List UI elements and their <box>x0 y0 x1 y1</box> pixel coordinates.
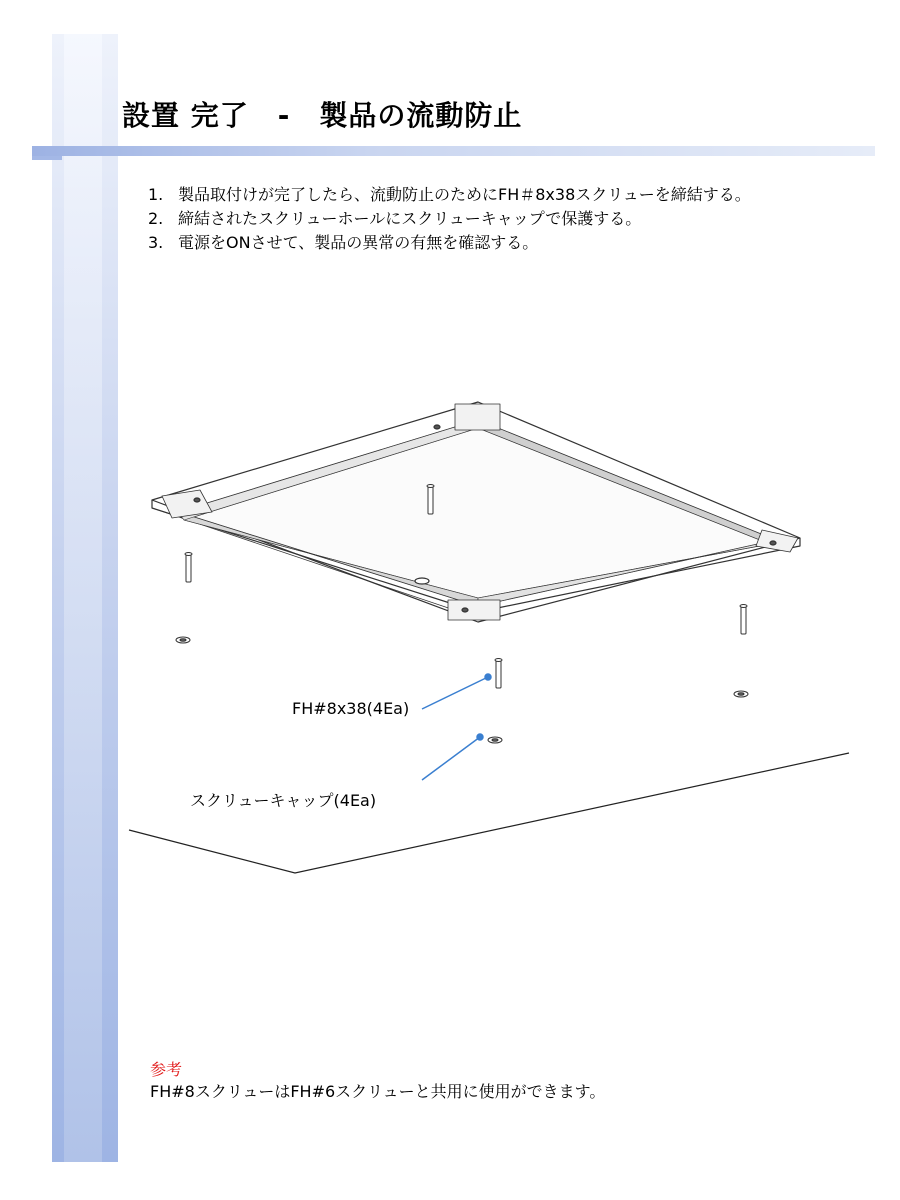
leader-line <box>422 674 491 709</box>
step-text: 締結されたスクリューホールにスクリューキャップで保護する。 <box>178 209 642 228</box>
cap-callout: スクリューキャップ(4Ea) <box>190 791 377 810</box>
step-number: 2. <box>148 209 164 228</box>
reference-body: FH#8スクリューはFH#6スクリューと共用に使用ができます。 <box>150 1082 606 1101</box>
ceiling-plane <box>129 753 849 873</box>
screw-icon <box>740 605 747 635</box>
screw-cap-icon <box>734 691 748 697</box>
leader-line <box>422 734 483 780</box>
screw-icon <box>495 659 502 689</box>
screw-callout: FH#8x38(4Ea) <box>292 699 410 718</box>
screw-cap-icon <box>488 737 502 743</box>
step-text: 製品取付けが完了したら、流動防止のためにFH＃8x38スクリューを締結する。 <box>178 185 751 204</box>
step-number: 1. <box>148 185 164 204</box>
step-text: 電源をONさせて、製品の異常の有無を確認する。 <box>178 233 539 252</box>
step-number: 3. <box>148 233 164 252</box>
screw-cap-icon <box>176 637 190 643</box>
screw-icon <box>185 553 192 583</box>
page-title: 設置 完了 - 製品の流動防止 <box>122 99 523 132</box>
screw-icon <box>427 485 434 515</box>
reference-title: 参考 <box>150 1060 183 1079</box>
panel-inner-face <box>178 420 776 606</box>
